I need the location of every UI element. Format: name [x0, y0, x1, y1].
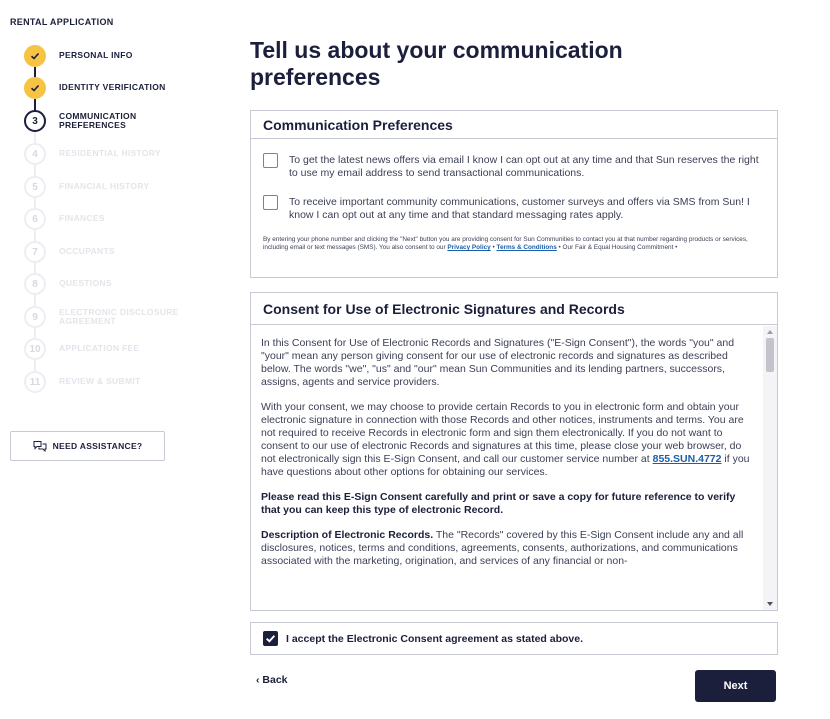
e-sign-consent-card	[250, 292, 778, 611]
card-heading: Consent for Use of Electronic Signatures and Records	[251, 293, 777, 325]
back-label: Back	[262, 674, 288, 686]
step-label: ELECTRONIC DISCLOSURE AGREEMENT	[59, 307, 179, 326]
step-label: FINANCES	[59, 213, 105, 223]
email-opt-in-text: To get the latest news offers via email I know I can opt out at any time and that Sun reserves the right to use my email address to send transactional communications.	[289, 154, 759, 179]
page-title: Tell us about your communication preferences	[250, 37, 623, 90]
step-number: 11	[24, 371, 46, 393]
accept-consent-row[interactable]	[250, 622, 778, 655]
step-communication-preferences[interactable]	[24, 110, 209, 132]
step-occupants	[24, 241, 209, 263]
step-label: REVIEW & SUBMIT	[59, 376, 141, 386]
progress-sidebar	[0, 0, 215, 719]
sms-opt-in-checkbox[interactable]	[263, 195, 278, 210]
step-electronic-disclosure	[24, 306, 209, 328]
consent-paragraph: In this Consent for Use of Electronic Records and Signatures ("E-Sign Consent"), the words "you" and "your" mean any person giving consent for our use of electronic records and signatures as described below. The words "we", "us" and "our" mean Sun Communities and its lending partners, successors, assigns, agents and service providers.	[261, 337, 735, 388]
scroll-up-icon[interactable]	[767, 330, 773, 334]
check-icon	[24, 77, 46, 99]
step-finances	[24, 208, 209, 230]
consent-paragraph	[261, 529, 750, 568]
step-number: 6	[24, 208, 46, 230]
card-heading: Communication Preferences	[251, 111, 777, 139]
step-label: APPLICATION FEE	[59, 343, 140, 353]
step-number: 8	[24, 273, 46, 295]
step-residential-history	[24, 143, 209, 165]
step-personal-info[interactable]	[24, 45, 209, 67]
consent-text: With your consent, we may choose to provide certain Records to you in electronic form and obtain your electronic signature in connection with those Records and other notices, instruments and terms. You are not required to receive Records in electronic form and sign them electronically. If you do not want to consent to our use of electronic Records and signatures at this time, please close your web browser, do not electronically sign this E-Sign Consent, and call our customer service number at	[261, 401, 744, 465]
email-opt-in-checkbox[interactable]	[263, 153, 278, 168]
step-questions	[24, 273, 209, 295]
step-number: 7	[24, 241, 46, 263]
email-opt-in-row[interactable]	[263, 153, 767, 183]
chat-icon	[33, 440, 47, 452]
separator: •	[490, 244, 497, 252]
scroll-down-icon[interactable]	[767, 602, 773, 606]
step-number: 10	[24, 338, 46, 360]
step-number: 4	[24, 143, 46, 165]
back-button[interactable]	[256, 674, 288, 686]
fine-print-suffix: • Our Fair & Equal Housing Commitment •	[556, 244, 678, 252]
fine-print-text: By entering your phone number and clicking the "Next" button you are providing consent for Sun Communities to contact you at that number regarding products or services, including email or text messages (SMS). You also consent to our	[263, 236, 748, 252]
consent-text: The "Records" covered by this E-Sign Consent include any and all disclosures, notices, terms and conditions, agreements, consents, authorizations, and communications associated with the marketing, origination, and services of any financial or non-	[261, 529, 744, 567]
step-financial-history	[24, 176, 209, 198]
step-label: QUESTIONS	[59, 278, 112, 288]
step-label: PERSONAL INFO	[59, 50, 133, 60]
step-review-submit	[24, 371, 209, 393]
terms-conditions-link[interactable]: Terms & Conditions	[496, 244, 557, 252]
customer-service-phone-link[interactable]: 855.SUN.4772	[652, 453, 722, 465]
step-label: FINANCIAL HISTORY	[59, 181, 150, 191]
step-label: COMMUNICATION PREFERENCES	[59, 111, 137, 130]
consent-paragraph	[261, 401, 750, 479]
step-number: 5	[24, 176, 46, 198]
communication-preferences-card	[250, 110, 778, 278]
consent-fine-print	[263, 236, 771, 253]
next-button[interactable]: Next	[695, 670, 776, 702]
accept-consent-label: I accept the Electronic Consent agreement as stated above.	[286, 632, 584, 645]
need-assistance-label: NEED ASSISTANCE?	[52, 441, 143, 451]
sms-opt-in-row[interactable]	[263, 195, 767, 225]
scrollbar-thumb[interactable]	[766, 338, 774, 372]
app-title: RENTAL APPLICATION	[10, 17, 114, 27]
check-icon	[265, 633, 276, 644]
need-assistance-button[interactable]	[10, 431, 165, 461]
step-label: IDENTITY VERIFICATION	[59, 82, 166, 92]
consent-text-scroll-area[interactable]	[251, 326, 762, 610]
check-icon	[24, 45, 46, 67]
accept-consent-checkbox[interactable]	[263, 631, 278, 646]
consent-scrollbar[interactable]	[763, 326, 777, 610]
privacy-policy-link[interactable]: Privacy Policy	[447, 244, 491, 252]
step-label: OCCUPANTS	[59, 246, 115, 256]
chevron-left-icon: ‹	[256, 674, 260, 686]
step-identity-verification[interactable]	[24, 77, 209, 99]
step-application-fee	[24, 338, 209, 360]
step-number: 9	[24, 306, 46, 328]
consent-text: if you have questions about other options for obtaining our services.	[261, 453, 750, 478]
step-label: RESIDENTIAL HISTORY	[59, 148, 161, 158]
consent-paragraph: Please read this E-Sign Consent carefully and print or save a copy for future reference to verify that you can keep this type of electronic Record.	[261, 491, 736, 516]
sms-opt-in-text: To receive important community communications, customer surveys and offers via SMS from Sun! I know I can opt out at any time and that standard messaging rates apply.	[289, 196, 750, 221]
step-number: 3	[24, 110, 46, 132]
consent-subheading: Description of Electronic Records.	[261, 529, 434, 541]
